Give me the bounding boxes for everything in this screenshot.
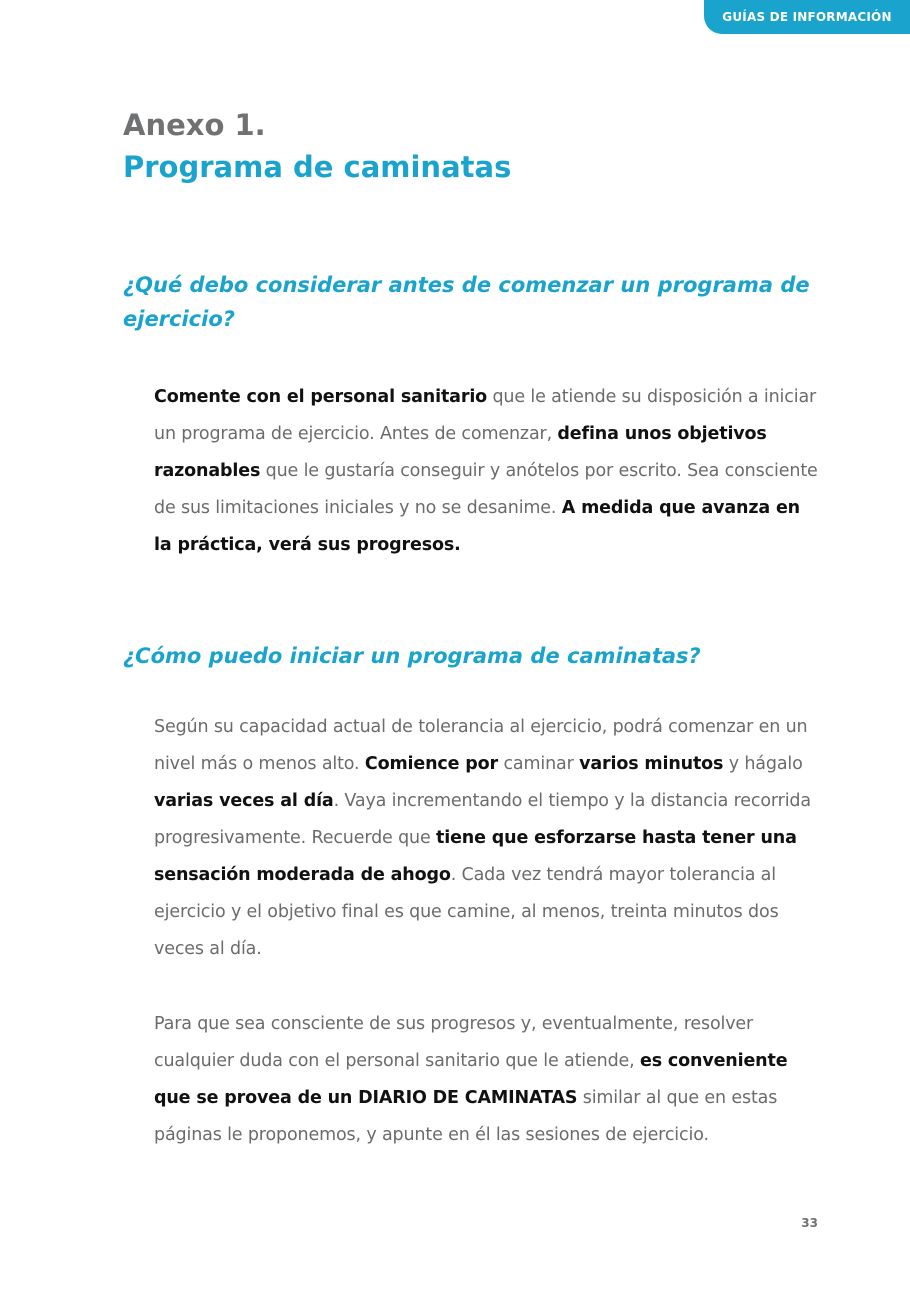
body-text: . Cada vez tendrá mayor tolerancia al ejercicio y el objetivo final es que camine, al menos, treinta minutos dos veces al día.: [154, 865, 779, 959]
bold-text: varias veces al día: [154, 791, 334, 811]
body-text: que le atiende su disposición a iniciar un programa de ejercicio. Antes de comenzar,: [154, 387, 817, 444]
section-header-tab: GUÍAS DE INFORMACIÓN: [704, 0, 910, 34]
body-text: y hágalo: [723, 754, 803, 774]
body-text: Para que sea consciente de sus progresos y, eventualmente, resolver cualquier duda con el personal sanitario que le atiende,: [154, 1014, 754, 1071]
paragraph-3: [154, 1006, 822, 1154]
bold-text: Comience por: [364, 754, 499, 774]
page-number: 33: [801, 1216, 818, 1230]
page-title: [123, 104, 511, 188]
bold-text: varios minutos: [579, 754, 724, 774]
bold-text: tiene que esforzarse hasta tener una sensación moderada de ahogo: [154, 828, 797, 885]
paragraph-2: [154, 709, 822, 968]
bold-text: A medida que avanza en la práctica, verá sus progresos.: [154, 498, 800, 555]
title-annex-name: Programa de caminatas: [123, 150, 512, 184]
question-heading-2: ¿Cómo puedo iniciar un programa de caminatas?: [123, 644, 701, 668]
body-text: que le gustaría conseguir y anótelos por escrito. Sea consciente de sus limitaciones iniciales y no se desanime.: [154, 461, 818, 518]
title-annex-number: Anexo 1.: [123, 108, 266, 142]
body-text: similar al que en estas páginas le proponemos, y apunte en él las sesiones de ejercicio.: [154, 1088, 778, 1145]
bold-text: defina unos objetivos razonables: [154, 424, 767, 481]
body-text: caminar: [498, 754, 580, 774]
question-heading-1: ¿Qué debo considerar antes de comenzar un programa de ejercicio?: [123, 273, 810, 331]
bold-text: Comente con el personal sanitario: [154, 387, 488, 407]
body-text: . Vaya incrementando el tiempo y la distancia recorrida progresivamente. Recuerde que: [154, 791, 811, 848]
bold-text: es conveniente que se provea de un DIARIO DE CAMINATAS: [154, 1051, 788, 1108]
paragraph-1: [154, 379, 822, 564]
body-text: Según su capacidad actual de tolerancia al ejercicio, podrá comenzar en un nivel más o menos alto.: [154, 717, 808, 774]
